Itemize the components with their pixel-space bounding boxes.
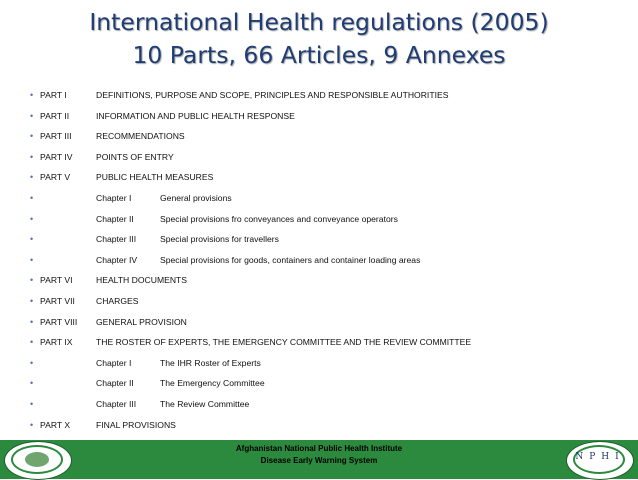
footer-text xyxy=(160,443,478,467)
chapter-label: Chapter I xyxy=(96,357,132,368)
bullet-icon: • xyxy=(30,234,34,245)
institute-seal-left-icon xyxy=(4,441,72,480)
nphi-seal-letters: NPHI xyxy=(575,452,625,462)
chapter-description: General provisions xyxy=(160,193,232,203)
footer-bar xyxy=(0,440,638,479)
part-label: PART X xyxy=(40,419,71,430)
bullet-icon: • xyxy=(30,357,34,368)
chapter-label: Chapter IV xyxy=(96,254,138,265)
part-label: PART V xyxy=(40,172,71,183)
chapter-description: The Review Committee xyxy=(160,399,250,409)
chapter-label: Chapter II xyxy=(96,378,134,389)
part-description: FINAL PROVISIONS xyxy=(96,419,176,430)
part-label: PART IX xyxy=(40,337,73,348)
chapter-label: Chapter II xyxy=(96,213,134,224)
bullet-icon: • xyxy=(30,378,34,389)
title-line-1: International Health regulations (2005) xyxy=(89,8,549,36)
chapter-label: Chapter I xyxy=(96,193,132,203)
part-description: CHARGES xyxy=(96,296,139,306)
bullet-icon: • xyxy=(30,172,34,183)
slide-title xyxy=(0,6,638,72)
chapter-description: Special provisions fro conveyances and conveyance operators xyxy=(160,213,398,224)
part-description: THE ROSTER OF EXPERTS, THE EMERGENCY COMMITTEE AND THE REVIEW COMMITTEE xyxy=(96,337,472,348)
bullet-icon: • xyxy=(30,275,34,286)
footer-line-1: Afghanistan National Public Health Institute xyxy=(235,444,403,453)
bullet-icon: • xyxy=(30,151,34,162)
part-label: PART VII xyxy=(40,296,75,306)
part-description: DEFINITIONS, PURPOSE AND SCOPE, PRINCIPLES AND RESPONSIBLE AUTHORITIES xyxy=(96,90,449,100)
footer-line-2: Disease Early Warning System xyxy=(260,456,378,465)
chapter-description: Special provisions for travellers xyxy=(160,234,279,245)
part-label: PART II xyxy=(40,110,70,121)
bullet-icon: • xyxy=(30,213,34,224)
chapter-label: Chapter III xyxy=(96,234,137,245)
part-label: PART VIII xyxy=(40,316,78,327)
bullet-icon: • xyxy=(30,110,34,121)
bullet-icon: • xyxy=(30,399,34,409)
part-label: PART VI xyxy=(40,275,73,286)
bullet-icon: • xyxy=(30,254,34,265)
bullet-icon: • xyxy=(30,296,34,306)
part-description: RECOMMENDATIONS xyxy=(96,131,185,142)
bullet-icon: • xyxy=(30,337,34,348)
bullet-icon: • xyxy=(30,193,34,203)
bullet-icon: • xyxy=(30,131,34,142)
bullet-icon: • xyxy=(30,316,34,327)
part-description: INFORMATION AND PUBLIC HEALTH RESPONSE xyxy=(96,110,295,121)
chapter-description: The Emergency Committee xyxy=(160,378,265,389)
title-line-2: 10 Parts, 66 Articles, 9 Annexes xyxy=(132,41,506,69)
bullet-icon: • xyxy=(30,90,34,100)
part-description: GENERAL PROVISION xyxy=(96,316,187,327)
chapter-label: Chapter III xyxy=(96,399,137,409)
part-label: PART IV xyxy=(40,151,73,162)
part-label: PART III xyxy=(40,131,72,142)
part-description: HEALTH DOCUMENTS xyxy=(96,275,188,286)
chapter-description: The IHR Roster of Experts xyxy=(160,357,261,368)
nphi-seal-right-icon xyxy=(566,441,634,480)
part-description: PUBLIC HEALTH MEASURES xyxy=(96,172,214,183)
bullet-icon: • xyxy=(30,419,34,430)
part-label: PART I xyxy=(40,90,67,100)
part-description: POINTS OF ENTRY xyxy=(96,151,174,162)
chapter-description: Special provisions for goods, containers and container loading areas xyxy=(160,254,421,265)
